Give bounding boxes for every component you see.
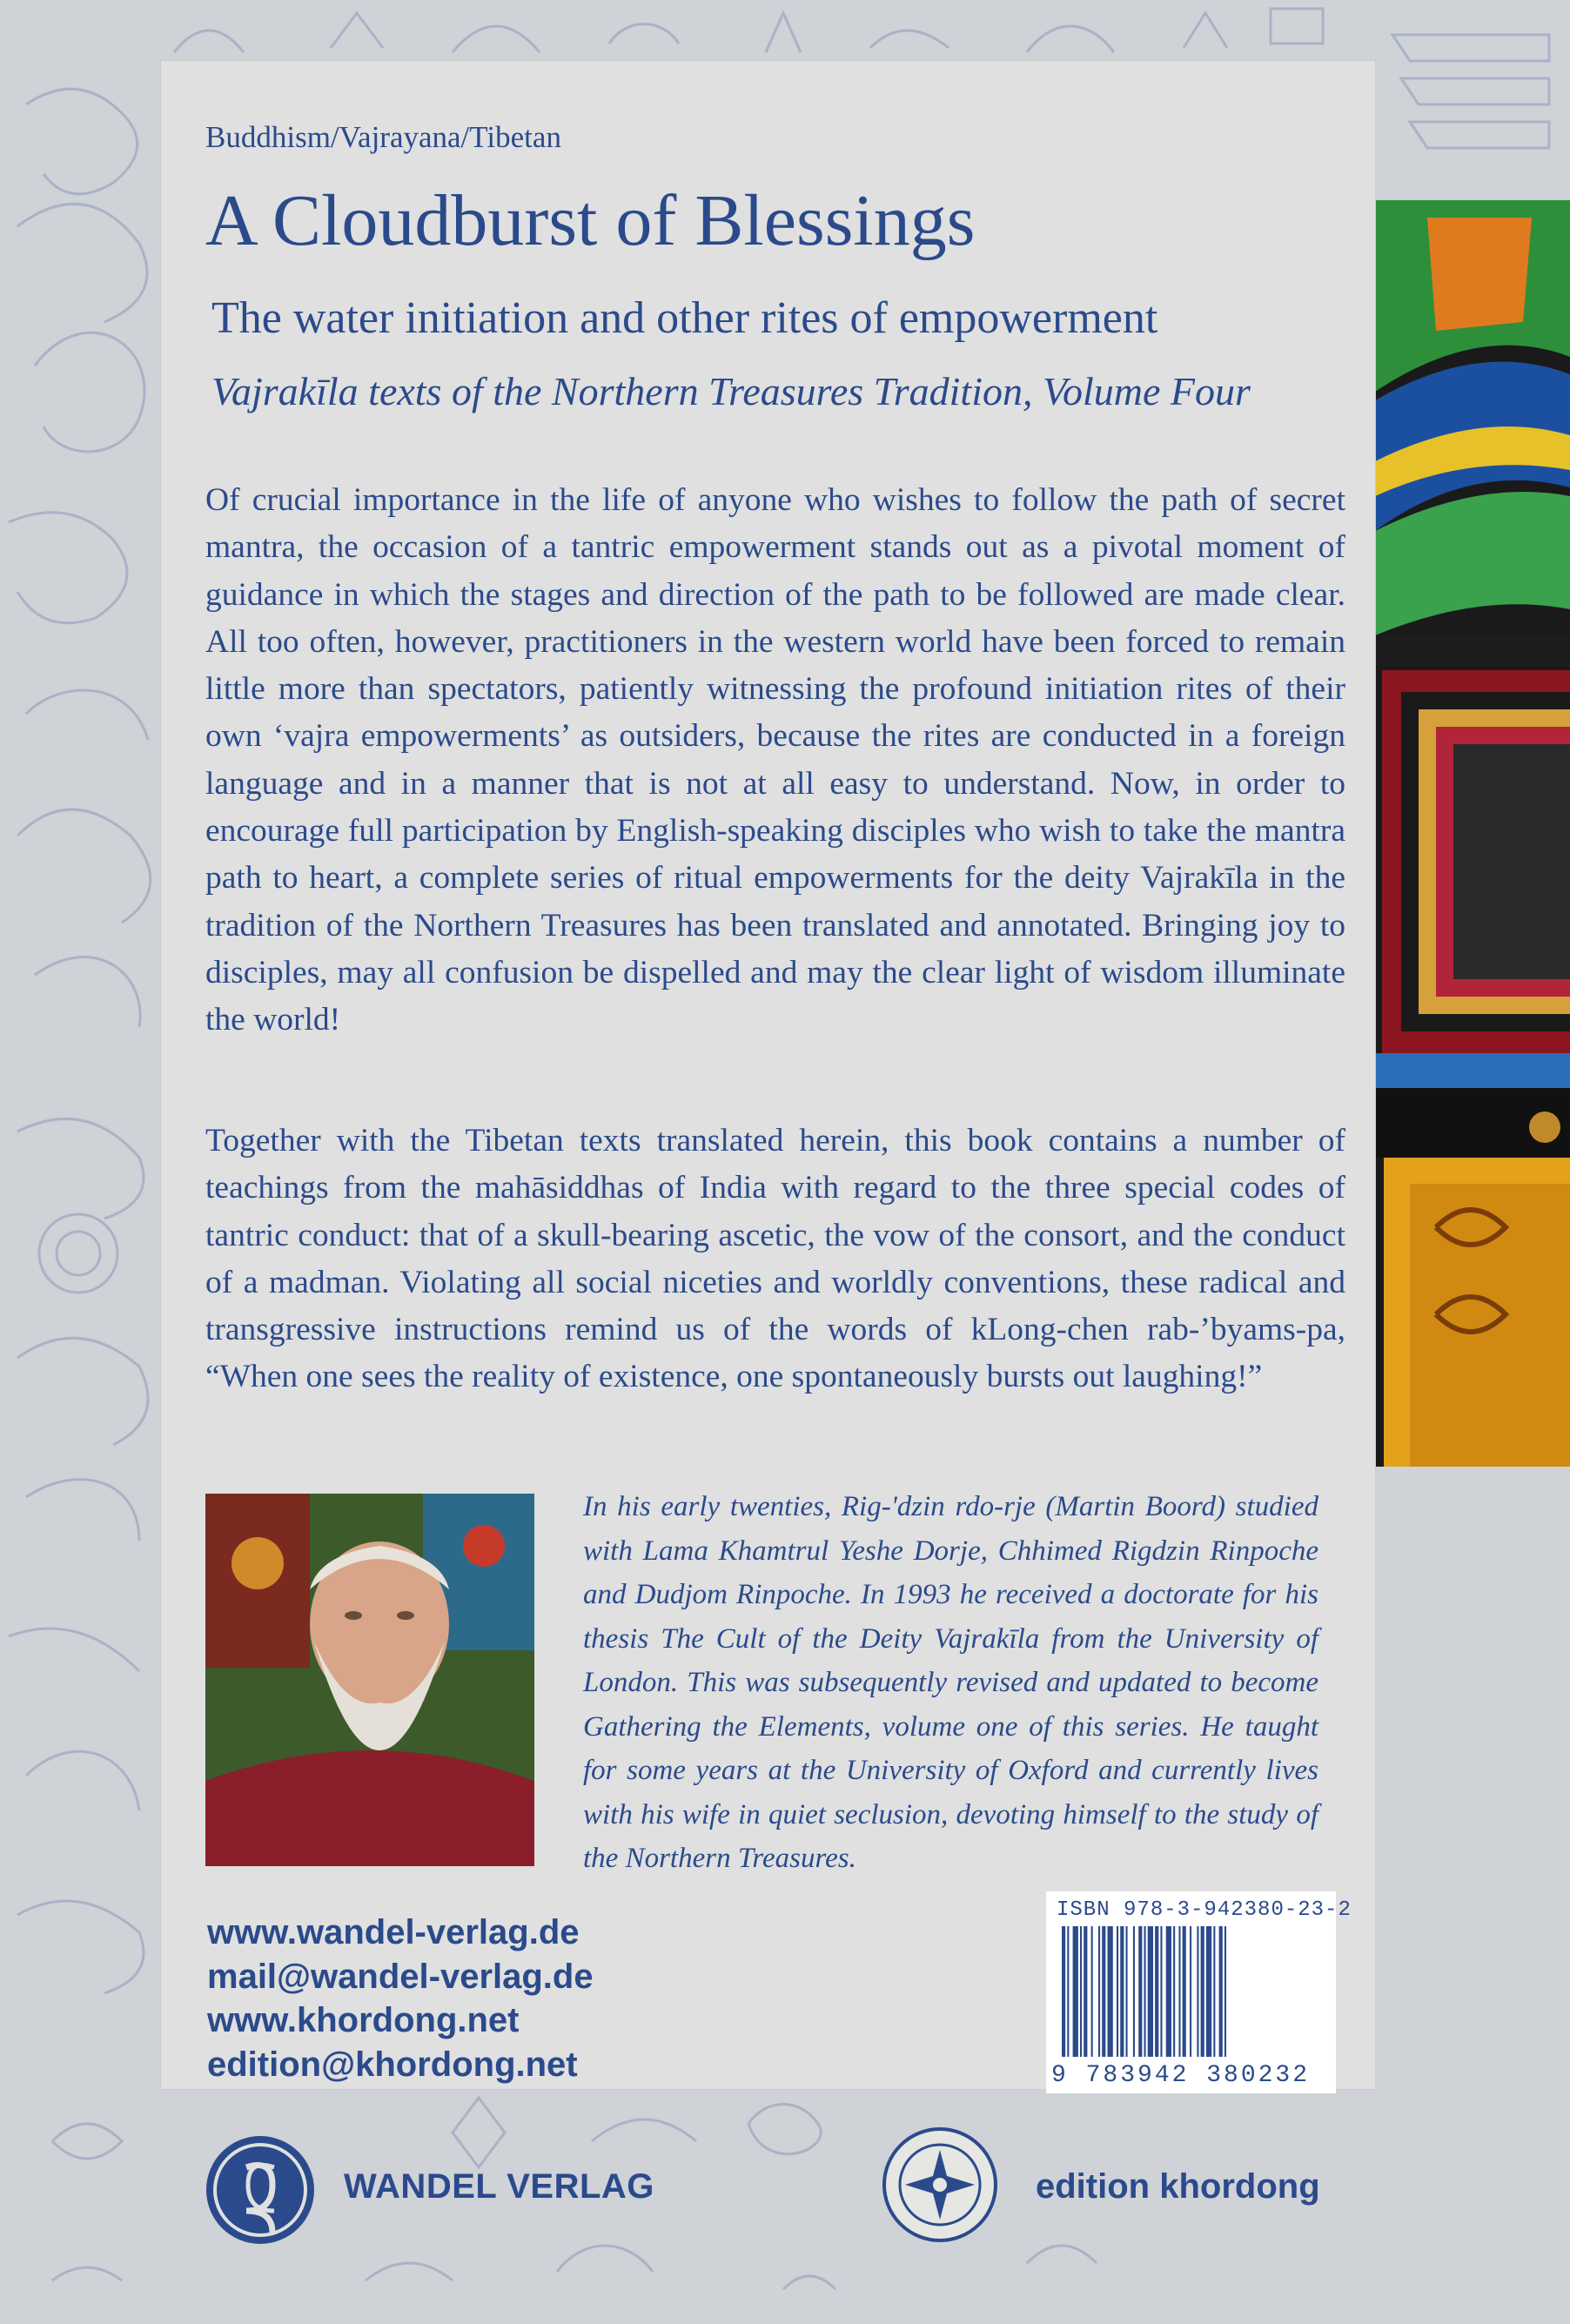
description-paragraph-1: Of crucial importance in the life of anyone who wishes to follow the path of secret mantra, the occasion of a tantric empowerment stands out as a pivotal moment of guidance in which the stages and direction of the path to be followed are made clear. All too often, however, practitioners in the western world have been forced to remain little more than spectators, patiently witnessing the profound initiation rites of their own ‘vajra empowerments’ as outsiders, because the rites are conducted in a foreign language and in a manner that is not at all easy to understand. Now, in order to encourage full participation by English-speaking disciples who wish to take the mantra path to heart, a complete series of ritual empowerments for the deity Vajrakīla in the tradition of the Northern Treasures has been translated and annotated. Bringing joy to disciples, may all confusion be dispelled and may the clear light of wisdom illuminate the world!	[205, 482, 1345, 1038]
barcode-bars	[1062, 1926, 1323, 2057]
khordong-logo	[879, 2124, 1001, 2246]
barcode-bar	[1091, 1926, 1093, 2057]
series-line: Vajrakīla texts of the Northern Treasures Tradition, Volume Four	[211, 369, 1251, 413]
barcode-bar	[1080, 1926, 1082, 2057]
barcode-bar	[1213, 1926, 1215, 2057]
link-khordong-email[interactable]: edition@khordong.net	[207, 2045, 578, 2084]
link-khordong-website[interactable]: www.khordong.net	[207, 2001, 520, 2039]
barcode-bar	[1197, 1926, 1198, 2057]
description-paragraph-2: Together with the Tibetan texts translated herein, this book contains a number of teachings from the mahāsiddhas of India with regard to the three special codes of tantric conduct: that of a skull-bearing ascetic, the vow of the consort, and the conduct of a madman. Violating all social niceties and worldly conventions, these radical and transgressive instructions remind us of the words of kLong-chen rab-’byams-pa, “When one sees the reality of existence, one spontaneously bursts out laughing!”	[205, 1123, 1345, 1395]
author-photo	[205, 1494, 534, 1866]
isbn-label: ISBN 978-3-942380-23-2	[1057, 1898, 1352, 1922]
barcode-bar	[1133, 1926, 1135, 2057]
contact-links	[207, 1911, 594, 2086]
barcode-bar	[1206, 1926, 1211, 2057]
link-wandel-email[interactable]: mail@wandel-verlag.de	[207, 1957, 594, 1996]
barcode-bar	[1201, 1926, 1204, 2057]
wandel-verlag-logo	[203, 2133, 318, 2247]
barcode-bar	[1098, 1926, 1100, 2057]
barcode-bar	[1178, 1926, 1180, 2057]
barcode-bar	[1102, 1926, 1105, 2057]
mandala-painting-strip	[1375, 200, 1570, 1467]
barcode-bar	[1155, 1926, 1158, 2057]
barcode-bar	[1190, 1926, 1191, 2057]
barcode-bar	[1219, 1926, 1223, 2057]
book-title: A Cloudburst of Blessings	[205, 180, 976, 261]
barcode-bar	[1117, 1926, 1118, 2057]
barcode-bar	[1126, 1926, 1128, 2057]
barcode-bar	[1138, 1926, 1142, 2057]
barcode-bar	[1144, 1926, 1146, 2057]
barcode-digits: 9 783942 380232	[1051, 2062, 1311, 2089]
author-bio: In his early twenties, Rig-'dzin rdo-rje (Martin Boord) studied with Lama Khamtrul Yeshe Dorje, Chhimed Rigdzin Rinpoche and Dudjom Rinpoche. In 1993 he received a doctorate for his thesis The Cult of the Deity Vajrakīla from the University of London. This was subsequently revised and updated to become Gathering the Elements, volume one of this series. He taught for some years at the University of Oxford and currently lives with his wife in quiet seclusion, devoting himself to the study of the Northern Treasures.	[583, 1491, 1318, 1874]
barcode-bar	[1173, 1926, 1175, 2057]
edition-khordong-name: edition khordong	[1036, 2167, 1320, 2206]
link-wandel-website[interactable]: www.wandel-verlag.de	[207, 1913, 580, 1951]
isbn-barcode	[1046, 1891, 1352, 2093]
barcode-bar	[1108, 1926, 1113, 2057]
book-subtitle: The water initiation and other rites of empowerment	[211, 293, 1158, 343]
barcode-bar	[1160, 1926, 1162, 2057]
barcode-bar	[1084, 1926, 1087, 2057]
barcode-bar	[1067, 1926, 1069, 2057]
barcode-bar	[1062, 1926, 1065, 2057]
barcode-bar	[1073, 1926, 1078, 2057]
category-label: Buddhism/Vajrayana/Tibetan	[205, 120, 561, 154]
barcode-bar	[1166, 1926, 1171, 2057]
barcode-bar	[1148, 1926, 1153, 2057]
barcode-bar	[1224, 1926, 1226, 2057]
barcode-bar	[1183, 1926, 1186, 2057]
wandel-verlag-name: WANDEL VERLAG	[344, 2167, 654, 2206]
barcode-bar	[1120, 1926, 1124, 2057]
